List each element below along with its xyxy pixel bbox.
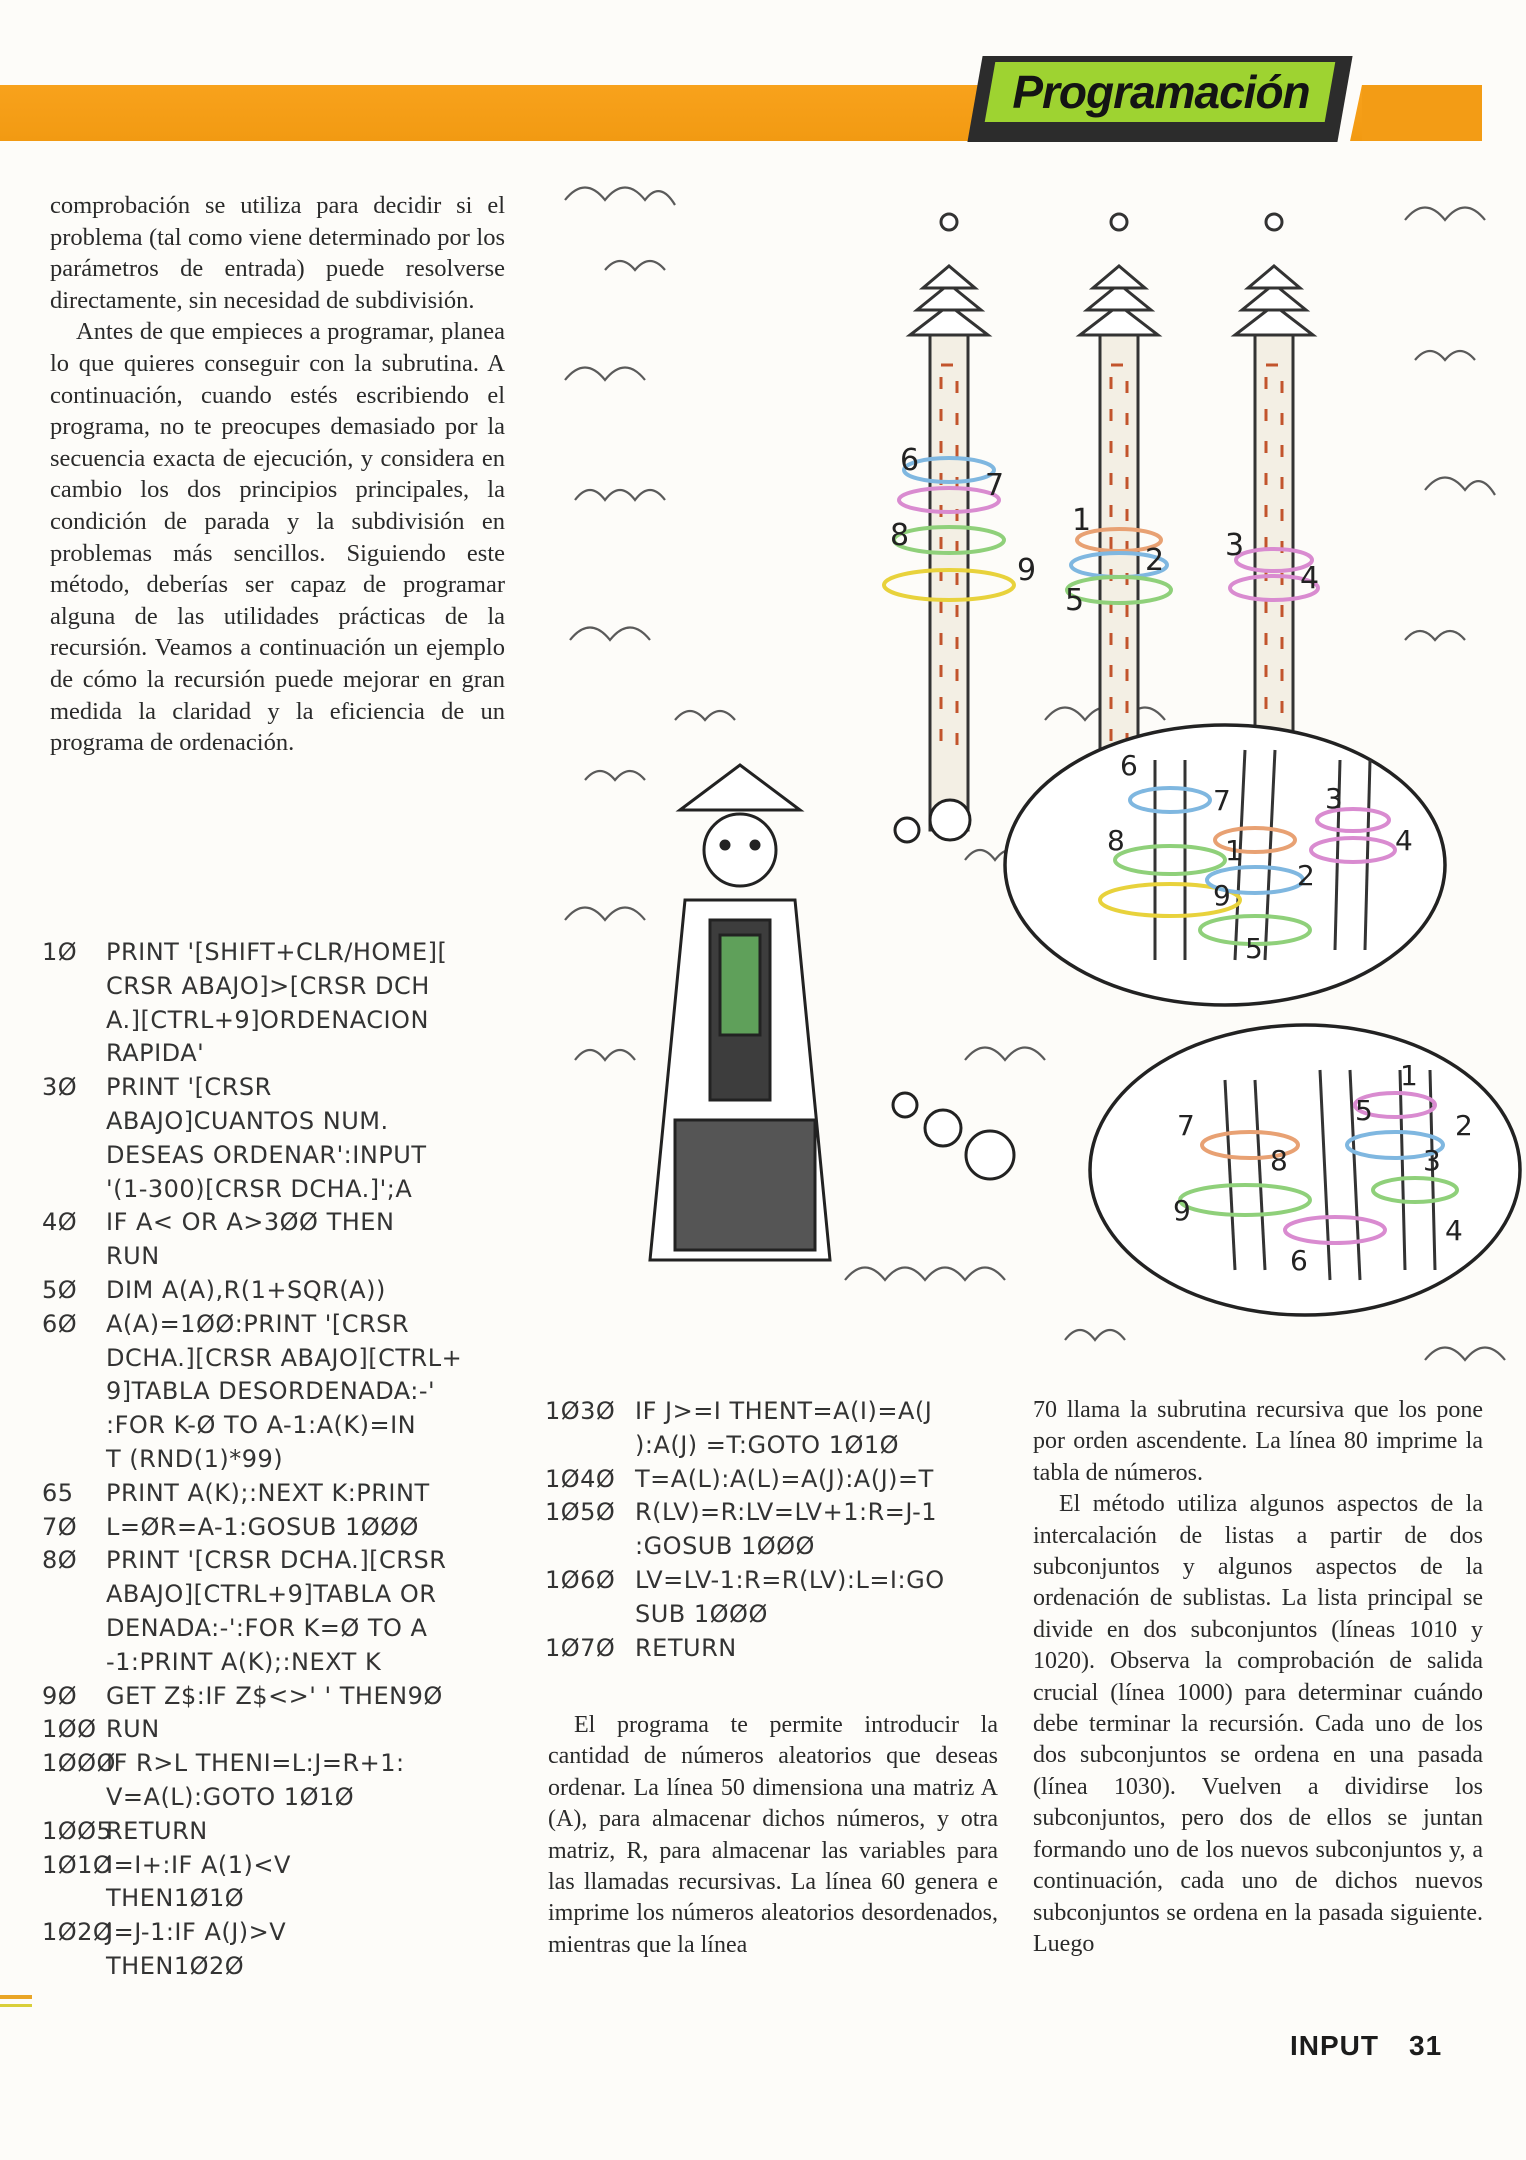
ring-label: 7: [985, 468, 1005, 503]
line-number: 3Ø: [42, 1073, 78, 1102]
line-number: [42, 1139, 106, 1173]
line-number: [42, 1105, 106, 1139]
bubble1-label: 3: [1325, 782, 1343, 815]
code-line: [42, 1578, 512, 1612]
code-text: -1:PRINT A(K);:NEXT K: [106, 1647, 382, 1676]
code-line: [42, 1612, 512, 1646]
line-number: 1Ø5Ø: [545, 1498, 616, 1527]
ring-label: 1: [1072, 503, 1092, 538]
ring-label: 4: [1300, 561, 1320, 596]
intro-paragraph-2: Antes de que empieces a programar, planea lo que quieres conseguir con la subrutina. A continuación, cuando estés escribiendo el programa, no te preocupes demasiado por la secuencia exacta de ejecución, y considera en cambio los dos principios principales, la condición de parada y la subdivisión en problemas más sencillos. Siguiendo este método, deberías ser capaz de programar alguna de las utilidades prácticas de la recursión. Veamos a continuación un ejemplo de cómo la recursión puede mejorar en gran medida la claridad y la eficiencia de un programa de ordenación.: [50, 318, 505, 757]
line-number: [42, 970, 106, 1004]
ring-label: 2: [1145, 543, 1165, 578]
line-number: [42, 1578, 106, 1612]
bubble2-label: 2: [1455, 1109, 1473, 1142]
line-number: [42, 1240, 106, 1274]
line-number: 8Ø: [42, 1546, 78, 1575]
code-line: [42, 1646, 512, 1680]
code-text: V=A(L):GOTO 1Ø1Ø: [106, 1782, 355, 1811]
code-line: [545, 1395, 1015, 1429]
code-text: L=ØR=A-1:GOSUB 1ØØØ: [106, 1512, 419, 1541]
code-line: [42, 1477, 512, 1511]
code-text: IF J>=I THENT=A(I)=A(J: [635, 1397, 933, 1425]
line-number: [42, 1882, 106, 1916]
code-text: THEN1Ø1Ø: [106, 1884, 245, 1913]
ring-label: 3: [1225, 528, 1245, 563]
right-paragraph-1: 70 llama la subrutina recursiva que los pone por orden ascendente. La línea 80 imprime la tabla de números.: [1033, 1397, 1483, 1486]
line-number: [42, 1950, 106, 1984]
code-text: GET Z$:IF Z$<>' ' THEN9Ø: [106, 1681, 443, 1710]
intro-text: [50, 190, 505, 759]
code-line: [42, 1815, 512, 1849]
code-line: [545, 1496, 1015, 1530]
line-number: [545, 1598, 635, 1632]
thought-bubble-1: [1005, 725, 1445, 1005]
code-line: [42, 1071, 512, 1105]
line-number: [42, 1173, 106, 1207]
line-number: 1ØØ5: [42, 1816, 113, 1845]
code-text: A.][CTRL+9]ORDENACION: [106, 1005, 429, 1034]
code-text: :FOR K-Ø TO A-1:A(K)=IN: [106, 1411, 417, 1440]
code-text: :GOSUB 1ØØØ: [635, 1532, 815, 1561]
bubble1-label: 4: [1395, 824, 1413, 857]
code-line: [545, 1530, 1015, 1564]
ring-label: 8: [890, 518, 910, 553]
line-number: [42, 1409, 106, 1443]
code-line: [42, 1680, 512, 1714]
code-text: A(A)=1ØØ:PRINT '[CRSR: [106, 1309, 410, 1338]
margin-mark: [0, 2004, 32, 2007]
header-band-end: [1362, 85, 1482, 141]
code-line: [42, 936, 512, 970]
code-line: [42, 970, 512, 1004]
code-text: RETURN: [635, 1633, 737, 1662]
middle-paragraph: El programa te permite introducir la cantidad de números aleatorios que deseas ordenar. La línea 50 dimensiona una matriz A (A), para almacenar dichos números, y otra matriz, R, para almacenar las variables para las llamadas recursivas. La línea 60 genera e imprime los números aleatorios desordenados, mientras que la línea: [548, 1712, 998, 1958]
code-line: [545, 1463, 1015, 1497]
code-text: IF A< OR A>3ØØ THEN: [106, 1208, 395, 1237]
code-line: [42, 1409, 512, 1443]
ring-label: 6: [900, 443, 920, 478]
code-text: T (RND(1)*99): [106, 1444, 284, 1473]
section-title: Programación: [1012, 66, 1310, 118]
code-text: R(LV)=R:LV=LV+1:R=J-1: [635, 1498, 938, 1527]
line-number: 7Ø: [42, 1512, 78, 1541]
bubble2-label: 1: [1400, 1059, 1418, 1092]
line-number: 4Ø: [42, 1208, 78, 1237]
page-footer: [1290, 2030, 1442, 2062]
thought-bubble-2: [1090, 1025, 1520, 1315]
line-number: [42, 1781, 106, 1815]
bubble1-label: 2: [1297, 859, 1315, 892]
line-number: [42, 1342, 106, 1376]
code-text: CRSR ABAJO]>[CRSR DCH: [106, 971, 430, 1000]
bubble2-label: 7: [1177, 1109, 1195, 1142]
towers-of-hanoi-illustration: [545, 160, 1526, 1400]
line-number: 1ØØ: [42, 1715, 97, 1744]
code-line: [42, 1511, 512, 1545]
code-text: RUN: [106, 1715, 160, 1744]
right-text: [1033, 1395, 1483, 1960]
line-number: 1Ø: [42, 938, 78, 966]
bubble2-label: 4: [1445, 1214, 1463, 1247]
ring-label: 5: [1065, 583, 1085, 618]
code-text: ABAJO]CUANTOS NUM.: [106, 1106, 389, 1135]
line-number: [42, 1612, 106, 1646]
code-text: ):A(J) =T:GOTO 1Ø1Ø: [635, 1430, 900, 1459]
code-text: 9]TABLA DESORDENADA:-': [106, 1377, 436, 1406]
bubble1-label: 7: [1213, 784, 1231, 817]
bubble1-label: 5: [1245, 932, 1263, 965]
code-text: ABAJO][CTRL+9]TABLA OR: [106, 1580, 437, 1609]
code-line: [42, 1747, 512, 1781]
code-line: [42, 1240, 512, 1274]
ring-label: 9: [1017, 553, 1037, 588]
code-line: [42, 1544, 512, 1578]
code-line: [42, 1004, 512, 1038]
code-text: SUB 1ØØØ: [635, 1599, 768, 1628]
code-line: [42, 1713, 512, 1747]
code-line: [42, 1173, 512, 1207]
line-number: [42, 1004, 106, 1038]
code-line: [42, 1849, 512, 1883]
bubble2-label: 6: [1290, 1244, 1308, 1277]
line-number: [42, 1646, 106, 1680]
bubble1-label: 8: [1107, 824, 1125, 857]
line-number: [545, 1429, 635, 1463]
margin-mark: [0, 1995, 32, 1999]
code-text: LV=LV-1:R=R(LV):L=I:GO: [635, 1565, 945, 1594]
code-line: [42, 1037, 512, 1071]
code-line: [42, 1308, 512, 1342]
code-line: [42, 1950, 512, 1984]
line-number: 9Ø: [42, 1681, 78, 1710]
code-line: [42, 1916, 512, 1950]
bubble2-label: 9: [1173, 1194, 1191, 1227]
bubble1-label: 9: [1213, 879, 1231, 912]
code-text: THEN1Ø2Ø: [106, 1951, 245, 1980]
code-text: PRINT '[CRSR: [106, 1073, 272, 1102]
code-listing-middle: [545, 1395, 1015, 1665]
code-text: RUN: [106, 1242, 160, 1271]
code-text: RAPIDA': [106, 1039, 205, 1068]
line-number: 65: [42, 1478, 74, 1507]
page-number: 31: [1409, 2030, 1443, 2061]
line-number: [42, 1037, 106, 1071]
character: [650, 765, 830, 1260]
line-number: 1ØØØ: [42, 1749, 116, 1778]
bubble1-label: 6: [1120, 749, 1138, 782]
code-line: [545, 1564, 1015, 1598]
code-line: [42, 1274, 512, 1308]
code-line: [42, 1443, 512, 1477]
bubble2-label: 5: [1355, 1094, 1373, 1127]
line-number: 5Ø: [42, 1275, 78, 1304]
code-text: DIM A(A),R(1+SQR(A)): [106, 1275, 386, 1304]
code-line: [42, 1781, 512, 1815]
bubble2-label: 3: [1423, 1144, 1441, 1177]
code-line: [42, 1105, 512, 1139]
code-line: [42, 1375, 512, 1409]
code-line: [42, 1206, 512, 1240]
code-text: DCHA.][CRSR ABAJO][CTRL+: [106, 1343, 463, 1372]
code-line: [545, 1632, 1015, 1666]
bubble1-label: 1: [1225, 834, 1243, 867]
code-line: [545, 1429, 1015, 1463]
thought-dots: [893, 800, 1014, 1179]
magazine-name: INPUT: [1290, 2030, 1379, 2061]
code-listing-left: [42, 936, 512, 1984]
code-text: '(1-300)[CRSR DCHA.]';A: [106, 1174, 413, 1203]
line-number: 1Ø3Ø: [545, 1397, 616, 1425]
line-number: 1Ø6Ø: [545, 1565, 616, 1594]
intro-paragraph-1: comprobación se utiliza para decidir si el problema (tal como viene determinado por los parámetros de entrada) puede resolverse directamente, sin necesidad de subdivisión.: [50, 192, 505, 314]
middle-text: [548, 1710, 998, 1961]
right-paragraph-2: El método utiliza algunos aspectos de la intercalación de listas a partir de dos subconjuntos y algunos aspectos de la ordenación de sublistas. La lista principal se divide en dos subconjuntos (líneas 1010 y 1020). Observa la comprobación de salida crucial (línea 1000) para determinar cuándo debe terminar la recursión. Cada uno de los dos subconjuntos se ordena en una pasada (línea 1030). Vuelven a dividirse los subconjuntos, pero dos de ellos se juntan formando uno de los nuevos subconjuntos y, a continuación, cada uno de dichos nuevos subconjuntos se ordena en la pasada siguiente. Luego: [1033, 1491, 1483, 1957]
line-number: 1Ø2Ø: [42, 1918, 113, 1947]
line-number: 1Ø1Ø: [42, 1850, 113, 1879]
code-text: PRINT '[CRSR DCHA.][CRSR: [106, 1546, 447, 1575]
line-number: 6Ø: [42, 1309, 78, 1338]
code-text: T=A(L):A(L)=A(J):A(J)=T: [635, 1464, 934, 1493]
code-text: DENADA:-':FOR K=Ø TO A: [106, 1613, 428, 1642]
code-text: PRINT '[SHIFT+CLR/HOME][: [106, 938, 448, 966]
code-text: J=J-1:IF A(J)>V: [106, 1918, 287, 1947]
line-number: [42, 1443, 106, 1477]
code-line: [42, 1342, 512, 1376]
code-line: [545, 1598, 1015, 1632]
code-text: DESEAS ORDENAR':INPUT: [106, 1140, 427, 1169]
code-text: I=I+:IF A(1)<V: [106, 1850, 291, 1879]
code-text: IF R>L THENI=L:J=R+1:: [106, 1749, 405, 1778]
code-text: PRINT A(K);:NEXT K:PRINT: [106, 1478, 430, 1507]
line-number: [545, 1530, 635, 1564]
code-line: [42, 1882, 512, 1916]
line-number: 1Ø4Ø: [545, 1464, 616, 1493]
code-text: RETURN: [106, 1816, 208, 1845]
line-number: 1Ø7Ø: [545, 1633, 616, 1662]
bubble2-label: 8: [1270, 1144, 1288, 1177]
line-number: [42, 1375, 106, 1409]
code-line: [42, 1139, 512, 1173]
tower-1: [910, 214, 988, 830]
